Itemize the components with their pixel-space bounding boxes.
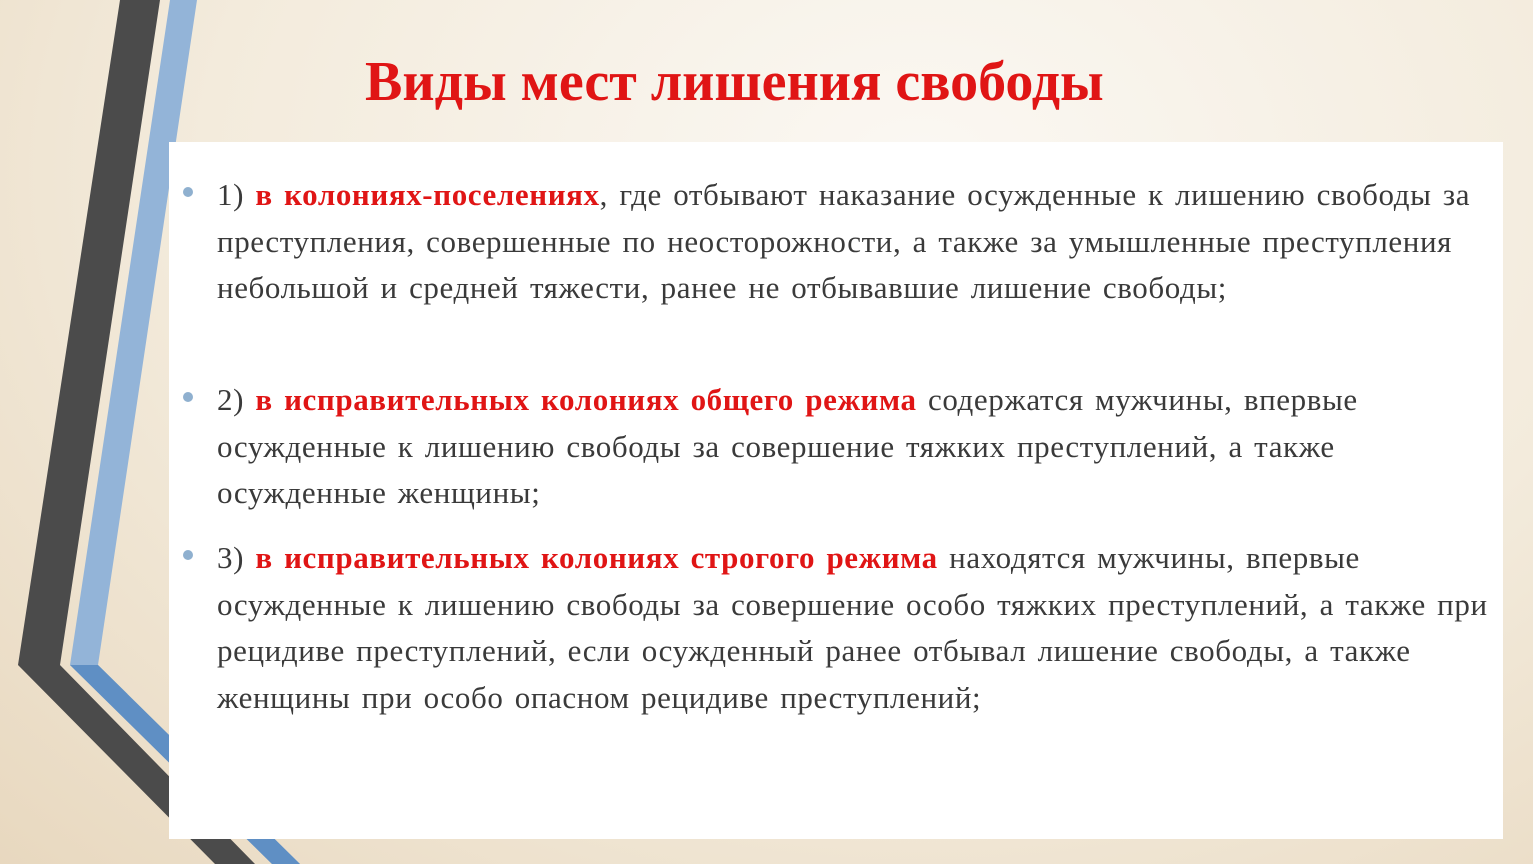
item-number: 1): [217, 177, 245, 212]
list-item: [169, 377, 1507, 517]
item-text: содержатся мужчины, впервые осужденные к лишению свободы за совершение тяжких преступлений, а также осужденные женщины;: [217, 382, 1358, 510]
item-text: находятся мужчины, впервые осужденные к лишению свободы за совершение особо тяжких преступлений, а также при рецидиве преступлений, если осужденный ранее отбывал лишение свободы, а также женщины при особо опасном рецидиве преступлений;: [217, 540, 1488, 715]
item-highlight: в исправительных колониях строгого режима: [255, 540, 938, 575]
bullet-icon: [183, 392, 193, 402]
item-highlight: в колониях-поселениях: [255, 177, 600, 212]
item-number: 3): [217, 540, 245, 575]
item-text: , где отбывают наказание осужденные к лишению свободы за преступления, совершенные по неосторожности, а также за умышленные преступления небольшой и средней тяжести, ранее не отбывавшие лишение свободы;: [217, 177, 1471, 305]
bullet-icon: [183, 550, 193, 560]
bullet-icon: [183, 187, 193, 197]
slide-title: Виды мест лишения свободы: [365, 51, 1104, 113]
list-item: [169, 535, 1507, 721]
list-item: [169, 172, 1507, 312]
item-highlight: в исправительных колониях общего режима: [255, 382, 917, 417]
item-number: 2): [217, 382, 245, 417]
